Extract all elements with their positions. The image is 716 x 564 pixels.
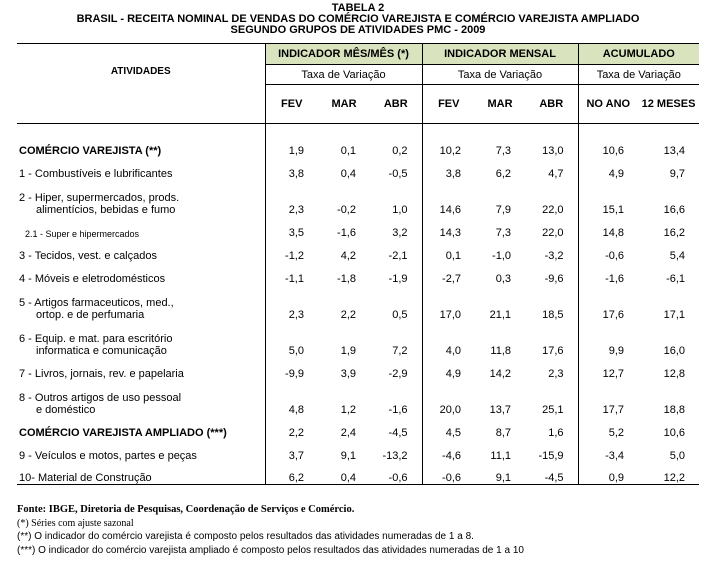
value-cell: 7,3 (495, 145, 512, 157)
value-cell: 5,2 (578, 416, 638, 439)
value-cell: -6,1 (666, 273, 686, 285)
value-cell: -1,1 (265, 262, 318, 285)
row-label-line: 1 - Combustíveis e lubrificantes (19, 168, 173, 180)
row-label-line: COMÉRCIO VAREJISTA AMPLIADO (***) (19, 427, 227, 439)
column-header: FEV (422, 85, 475, 124)
column-header: MAR (475, 85, 525, 124)
value-cell: 3,5 (265, 216, 318, 239)
value-cell: 0,4 (340, 168, 356, 180)
value-cell: -9,9 (265, 357, 318, 380)
footnote-1: (*) Séries com ajuste sazonal (17, 517, 134, 529)
row-label-line: 7 - Livros, jornais, rev. e papelaria (19, 368, 184, 380)
row-label (17, 180, 265, 216)
value-cell: 9,7 (669, 168, 686, 180)
value-cell: 4,7 (548, 168, 564, 180)
value-cell: 7,2 (392, 345, 408, 357)
value-cell: -13,2 (382, 450, 408, 462)
value-cell: -4,6 (422, 439, 475, 462)
table-row (17, 462, 699, 485)
value-cell: 6,2 (495, 168, 512, 180)
value-cell: 7,9 (495, 204, 512, 216)
row-label (17, 239, 265, 262)
value-cell: 12,2 (638, 462, 699, 485)
value-cell: 11,1 (490, 450, 512, 462)
column-header: 12 MESES (638, 85, 699, 124)
value-cell: 3,7 (265, 439, 318, 462)
table-row (17, 239, 699, 262)
source-note: Fonte: IBGE, Diretoria de Pesquisas, Coordenação de Serviços e Comércio. (17, 504, 355, 515)
table-title (0, 0, 716, 36)
value-cell: 8,7 (495, 427, 512, 439)
value-cell: 1,9 (265, 134, 318, 157)
table-row (17, 321, 699, 357)
row-label-line: informatica e comunicação (36, 345, 167, 357)
value-cell: 17,7 (578, 380, 638, 416)
row-label (17, 380, 265, 416)
table-row (17, 285, 699, 321)
value-cell: 2,3 (265, 285, 318, 321)
value-cell: 3,9 (340, 368, 356, 380)
value-cell: 5,4 (669, 250, 686, 262)
title-line-1: TABELA 2 (331, 2, 385, 14)
row-label-line: 6 - Equip. e mat. para escritório (19, 333, 173, 345)
value-cell: -3,2 (544, 250, 564, 262)
value-cell: 4,0 (422, 321, 475, 357)
title-line-3: SEGUNDO GRUPOS DE ATIVIDADES PMC - 2009 (230, 24, 486, 36)
value-cell: 14,6 (422, 180, 475, 216)
value-cell: -4,5 (388, 427, 408, 439)
value-cell: -1,8 (337, 273, 356, 285)
value-cell: 13,4 (663, 145, 686, 157)
table-row (17, 157, 699, 180)
value-cell: -15,9 (538, 450, 564, 462)
value-cell: -2,9 (388, 368, 408, 380)
value-cell: 17,1 (663, 309, 686, 321)
value-cell: 21,1 (489, 309, 512, 321)
value-cell: 2,2 (340, 309, 356, 321)
value-cell: 5,0 (265, 321, 318, 357)
header-atividades: ATIVIDADES (17, 44, 265, 124)
value-cell: 22,0 (542, 227, 564, 239)
value-cell: 4,2 (340, 250, 356, 262)
column-header: FEV (265, 85, 318, 124)
row-label (17, 416, 265, 439)
table-row (17, 134, 699, 157)
value-cell: 16,6 (663, 204, 686, 216)
row-label-line: e doméstico (36, 404, 96, 416)
value-cell: 17,6 (578, 285, 638, 321)
value-cell: 9,1 (475, 462, 525, 485)
value-cell: 1,6 (548, 427, 564, 439)
row-label (17, 134, 265, 157)
row-label (17, 262, 265, 285)
table-row (17, 439, 699, 462)
value-cell: 4,9 (422, 357, 475, 380)
value-cell: 20,0 (422, 380, 475, 416)
column-header: NO ANO (578, 85, 638, 124)
value-cell: -9,6 (544, 273, 564, 285)
value-cell: 12,7 (578, 357, 638, 380)
row-label (17, 439, 265, 462)
row-label-line: 2.1 - Super e hipermercados (25, 229, 140, 239)
table-row (17, 262, 699, 285)
value-cell: 14,8 (578, 216, 638, 239)
value-cell: 15,1 (578, 180, 638, 216)
row-label-line: alimentícios, bebidas e fumo (36, 204, 176, 216)
value-cell: 10,2 (422, 134, 475, 157)
value-cell: 2,3 (265, 180, 318, 216)
table-row (17, 380, 699, 416)
value-cell: 25,1 (542, 404, 564, 416)
row-label-line: 5 - Artigos farmaceuticos, med., (19, 297, 174, 309)
value-cell: -4,5 (525, 462, 578, 485)
value-cell: -0,2 (337, 204, 356, 216)
value-cell: -1,6 (388, 404, 408, 416)
value-cell: 5,0 (669, 450, 686, 462)
value-cell: -2,1 (388, 250, 408, 262)
value-cell: 9,1 (340, 450, 356, 462)
value-cell: 6,2 (265, 462, 318, 485)
value-cell: 2,2 (265, 416, 318, 439)
footnote-3: (***) O indicador do comércio varejista ampliado é composto pelos resultados das atividades numeradas de 1 a 10 (17, 544, 524, 556)
table-row (17, 180, 699, 216)
value-cell: 9,9 (578, 321, 638, 357)
value-cell: -0,5 (388, 168, 408, 180)
value-cell: -0,6 (370, 462, 422, 485)
value-cell: 3,2 (392, 227, 408, 239)
row-label-line: 10- Material de Construção (19, 472, 152, 484)
value-cell: 2,3 (548, 368, 564, 380)
value-cell: 4,8 (265, 380, 318, 416)
value-cell: 4,5 (422, 416, 475, 439)
row-label-line: 2 - Hiper, supermercados, prods. (19, 192, 180, 204)
value-cell: 0,9 (578, 462, 638, 485)
row-label (17, 462, 265, 485)
group-header-acumulado: ACUMULADO (578, 44, 699, 65)
value-cell: -1,2 (265, 239, 318, 262)
data-table (17, 43, 699, 485)
value-cell: 0,5 (392, 309, 408, 321)
column-header: ABR (370, 85, 422, 124)
value-cell: 0,4 (318, 462, 370, 485)
value-cell: 1,2 (340, 404, 356, 416)
value-cell: 7,3 (495, 227, 512, 239)
value-cell: 10,6 (578, 134, 638, 157)
row-label-line: 4 - Móveis e eletrodomésticos (19, 273, 166, 285)
taxa-label: Taxa de Variação (578, 65, 699, 85)
row-label (17, 321, 265, 357)
value-cell: 3,8 (265, 157, 318, 180)
row-label (17, 157, 265, 180)
row-label (17, 216, 265, 239)
value-cell: 13,7 (489, 404, 512, 416)
value-cell: 2,4 (340, 427, 356, 439)
group-header-mensal: INDICADOR MENSAL (422, 44, 578, 65)
value-cell: 13,0 (542, 145, 564, 157)
value-cell: 22,0 (542, 204, 564, 216)
value-cell: -1,0 (492, 250, 512, 262)
title-line-2: BRASIL - RECEITA NOMINAL DE VENDAS DO COMÉRCIO VAREJISTA E COMÉRCIO VAREJISTA AMPLIADO (76, 13, 640, 25)
value-cell: 4,9 (578, 157, 638, 180)
value-cell: -1,6 (337, 227, 356, 239)
footer (17, 503, 524, 557)
value-cell: 16,0 (663, 345, 686, 357)
value-cell: -0,6 (578, 239, 638, 262)
column-header: ABR (525, 85, 578, 124)
value-cell: 18,5 (542, 309, 564, 321)
value-cell: 16,2 (663, 227, 686, 239)
value-cell: 0,3 (495, 273, 512, 285)
table-row (17, 357, 699, 380)
value-cell: -3,4 (578, 439, 638, 462)
value-cell: 3,8 (422, 157, 475, 180)
value-cell: 10,6 (663, 427, 686, 439)
value-cell: 14,3 (422, 216, 475, 239)
value-cell: -1,9 (388, 273, 408, 285)
row-label (17, 357, 265, 380)
value-cell: 18,8 (663, 404, 686, 416)
row-label-line: ortop. e de perfumaria (36, 309, 145, 321)
value-cell: 0,2 (392, 145, 408, 157)
value-cell: 17,6 (542, 345, 564, 357)
value-cell: -2,7 (422, 262, 475, 285)
taxa-label: Taxa de Variação (422, 65, 578, 85)
row-label-line: 9 - Veículos e motos, partes e peças (19, 450, 197, 462)
row-label (17, 285, 265, 321)
row-label-line: 3 - Tecidos, vest. e calçados (19, 250, 157, 262)
row-label-line: 8 - Outros artigos de uso pessoal (19, 392, 182, 404)
value-cell: 0,1 (340, 145, 356, 157)
taxa-label: Taxa de Variação (265, 65, 422, 85)
value-cell: 11,8 (490, 345, 512, 357)
value-cell: 12,8 (663, 368, 686, 380)
value-cell: 0,1 (422, 239, 475, 262)
value-cell: 1,9 (340, 345, 356, 357)
table-row (17, 216, 699, 239)
row-label-line: COMÉRCIO VAREJISTA (**) (19, 145, 162, 157)
value-cell: 14,2 (489, 368, 512, 380)
value-cell: 17,0 (422, 285, 475, 321)
value-cell: -1,6 (578, 262, 638, 285)
table-row (17, 416, 699, 439)
group-header-mes-mes: INDICADOR MÊS/MÊS (*) (265, 44, 422, 65)
column-header: MAR (318, 85, 370, 124)
value-cell: 1,0 (392, 204, 408, 216)
footnote-2: (**) O indicador do comércio varejista é composto pelos resultados das atividades numeradas de 1 a 8. (17, 531, 474, 542)
value-cell: -0,6 (422, 462, 475, 485)
